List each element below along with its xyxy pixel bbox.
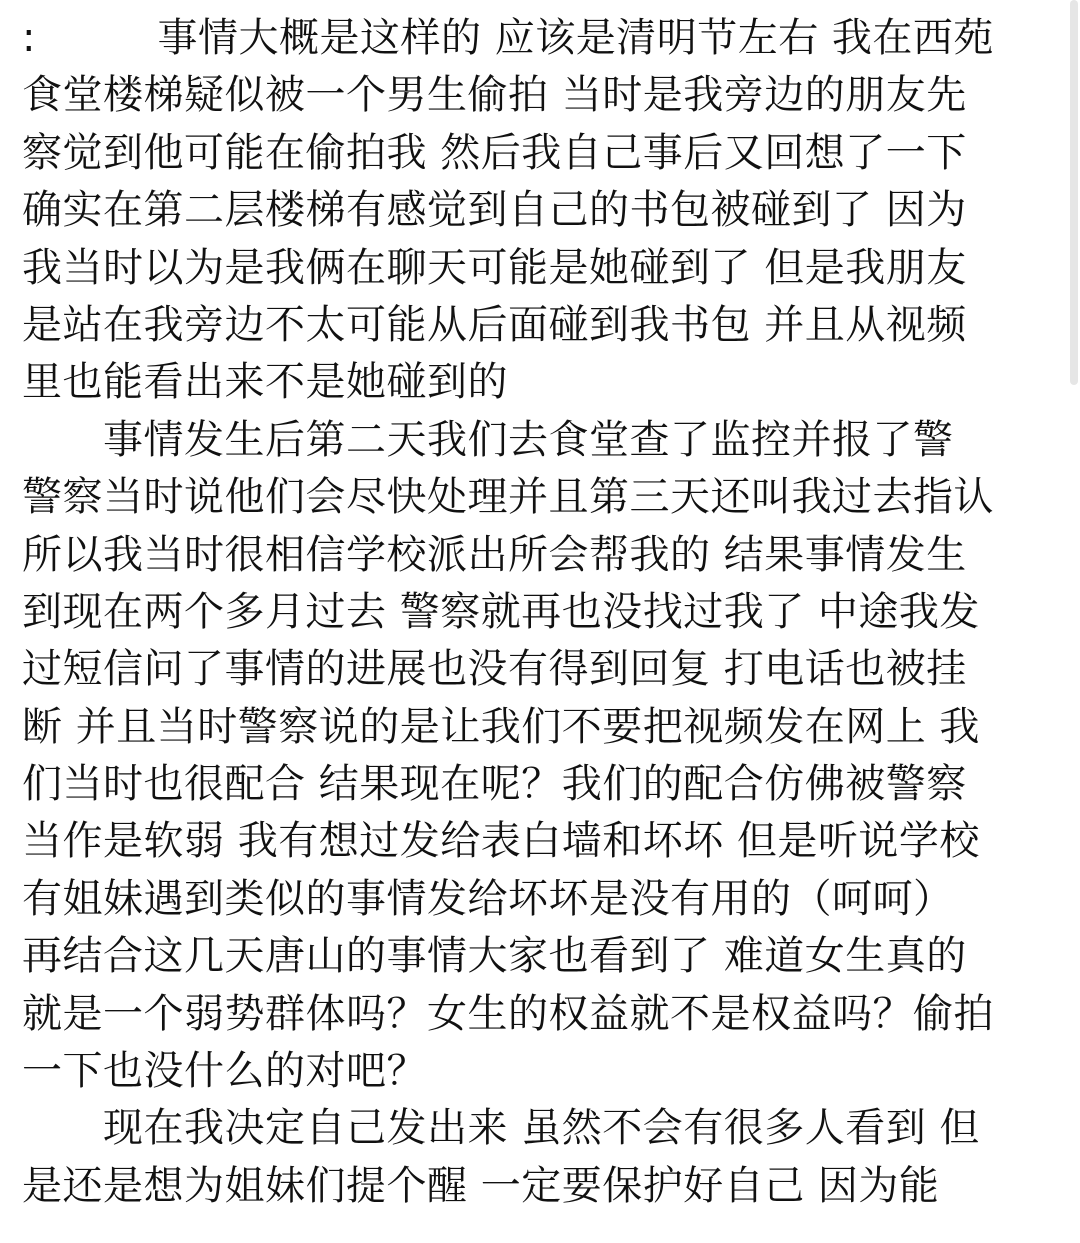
text-line: 现在我决定自己发出来 虽然不会有很多人看到 但 bbox=[22, 1105, 980, 1152]
text-line: 所以我当时很相信学校派出所会帮我的 结果事情发生 bbox=[22, 531, 967, 578]
text-line: 到现在两个多月过去 警察就再也没找过我了 中途我发 bbox=[22, 588, 980, 635]
article-text bbox=[22, 10, 1062, 1215]
text-line: 事情发生后第二天我们去食堂查了监控并报了警 bbox=[22, 416, 954, 463]
text-line: 就是一个弱势群体吗？女生的权益就不是权益吗？偷拍 bbox=[22, 990, 994, 1037]
scrollbar[interactable] bbox=[1070, 0, 1078, 385]
text-line: 察觉到他可能在偷拍我 然后我自己事后又回想了一下 bbox=[22, 129, 967, 176]
text-line: 断 并且当时警察说的是让我们不要把视频发在网上 我 bbox=[22, 703, 980, 750]
text-line: 里也能看出来不是她碰到的 bbox=[22, 359, 508, 406]
text-line: 确实在第二层楼梯有感觉到自己的书包被碰到了 因为 bbox=[22, 187, 967, 234]
text-line: 我当时以为是我俩在聊天可能是她碰到了 但是我朋友 bbox=[22, 244, 967, 291]
text-line: 警察当时说他们会尽快处理并且第三天还叫我过去指认 bbox=[22, 474, 994, 521]
text-line: 再结合这几天唐山的事情大家也看到了 难道女生真的 bbox=[22, 933, 967, 980]
text-line: : 事情大概是这样的 应该是清明节左右 我在西苑 bbox=[22, 15, 994, 61]
text-line: 是站在我旁边不太可能从后面碰到我书包 并且从视频 bbox=[22, 301, 967, 348]
text-line: 食堂楼梯疑似被一个男生偷拍 当时是我旁边的朋友先 bbox=[22, 72, 967, 119]
text-line: 是还是想为姐妹们提个醒 一定要保护好自己 因为能 bbox=[22, 1162, 940, 1209]
text-line: 有姐妹遇到类似的事情发给坏坏是没有用的（呵呵） bbox=[22, 875, 954, 922]
text-line: 当作是软弱 我有想过发给表白墙和坏坏 但是听说学校 bbox=[22, 818, 980, 865]
text-line: 过短信问了事情的进展也没有得到回复 打电话也被挂 bbox=[22, 646, 967, 693]
text-line: 们当时也很配合 结果现在呢？我们的配合仿佛被警察 bbox=[22, 761, 967, 808]
text-line: 一下也没什么的对吧？ bbox=[22, 1048, 427, 1095]
